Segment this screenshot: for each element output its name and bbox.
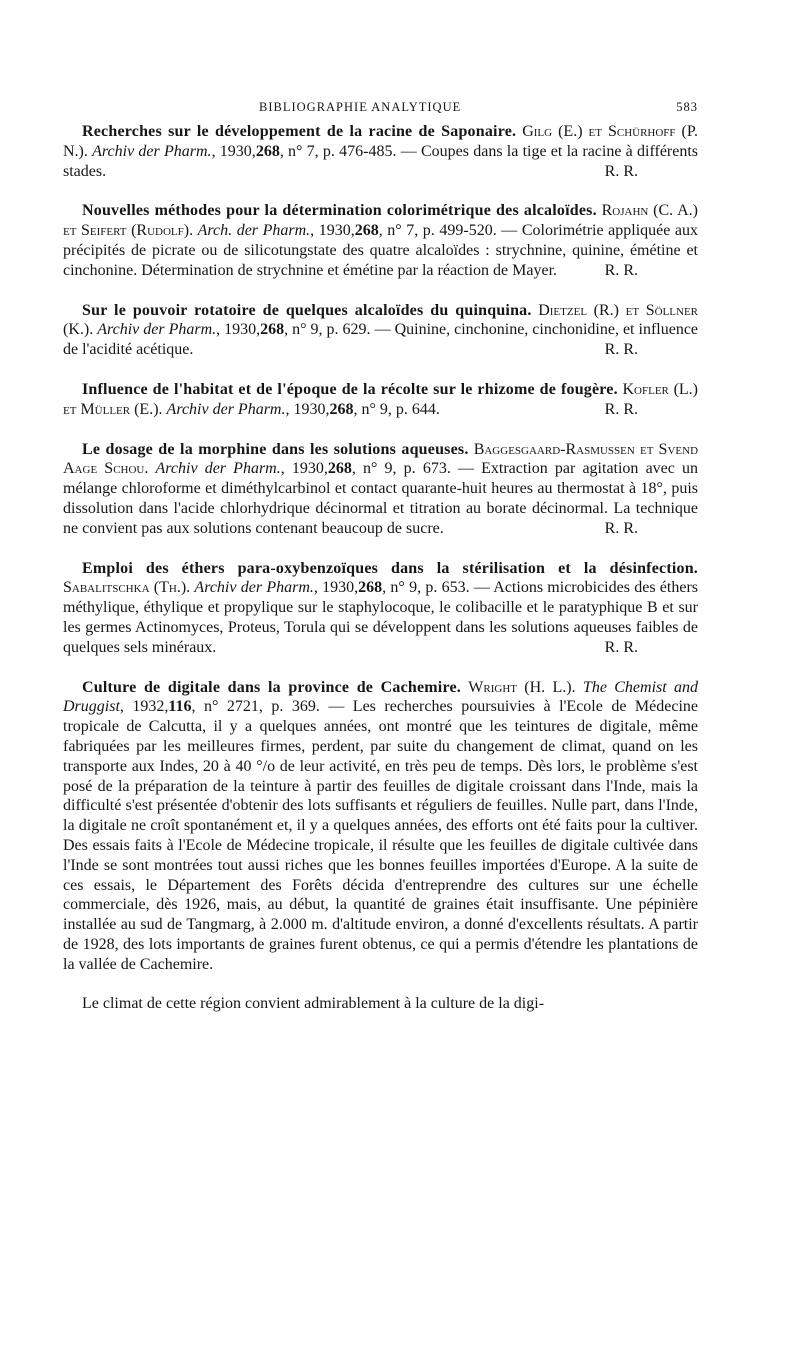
page [63,100,698,1014]
entry-ref-before-vol: , 1930, [211,142,256,160]
entry-ref-before-vol: , 1930, [310,222,355,240]
entry-body: — Quinine, cinchonine, cinchonidine, et influence de l'acidité acétique. [63,321,699,359]
entry-volume: 268 [358,579,383,597]
continuation-paragraph: Le climat de cette région convient admirablement à la culture de la digi- [82,995,545,1013]
bibliography-entry [63,122,698,181]
entry-volume: 268 [327,460,352,478]
entry-authors: Wright (H. L.). [468,678,576,696]
entry-authors: Gilg (E.) et Schürhoff (P. N.). [63,123,698,160]
entry-ref-before-vol: , 1932, [119,698,169,716]
entry-body: — Les recherches poursuivies à l'Ecole de Médecine tropicale de Calcutta, il y a quelques années, ont montré que les teintures de digitale, même fabriquées par les meilleures firmes, perdent, par suite du changement de climat, quand on les transporte aux Indes, 20 à 40 °/o de leur activité, en très peu de temps. Dès lors, le problème s'est posé de la préparation de la teinture à partir des feuilles de digitale croissant dans l'Inde, mais la difficulté s'est présentée d'obtenir des lots suffisants et réguliers de feuilles. Nulle part, dans l'Inde, la digitale ne croît spontanément et, il y a quelques années, des efforts ont été faits pour la cultiver. Des essais faits à l'Ecole de Médecine tropicale, il résulte que les feuilles de digitale cultivée dans l'Inde se sont montrées tout aussi riches que les bonnes feuilles importées d'Europe. A la suite de ces essais, le Département des Forêts décida d'entreprendre des cultures sur une échelle commerciale, dès 1926, mais, au début, la quantité de graines était insuffisante. Une pépinière installée au sud de Tangmarg, à 2.000 m. d'altitude environ, a donné d'excellents résultats. A partir de 1928, des lots importants de graines furent obtenus, ce qui a permis d'étendre les plantations de la vallée de Cachemire. [63,698,698,973]
bibliography-entry [63,301,698,360]
running-title: BIBLIOGRAPHIE ANALYTIQUE [259,100,462,114]
entry-ref-after-vol: , n° 7, p. 476-485. [279,142,397,160]
bibliography-entry [63,201,698,280]
entry-body: — Coupes dans la tige et la racine à différents stades. [63,142,699,180]
entry-ref-after-vol: , n° 9, p. 653. [382,579,470,597]
entry-title: Emploi des éthers para-oxybenzoïques dans la stérilisation et la désinfection. [82,559,698,577]
entry-title: Recherches sur le développement de la racine de Saponaire. [82,123,517,140]
entry-body: — Actions microbicides des éthers méthylique, éthylique et propylique sur le staphylocoque, le colibacille et le paratyphique B et sur les germes Actinomyces, Proteus, Torula qui se développent dans les solutions aqueuses faibles de quelques sels minéraux. [63,579,699,656]
entry-authors: Baggesgaard-Rasmussen et Svend Aage Schou. [63,440,699,478]
entry-ref-after-vol: , n° 9, p. 644. [353,400,440,418]
entry-title: Le dosage de la morphine dans les solutions aqueuses. [82,440,469,458]
entry-journal: Archiv der Pharm. [166,400,286,418]
entry-volume: 116 [168,698,192,716]
entry-signature: R. R. [604,341,638,359]
entry-signature: R. R. [604,162,638,180]
entry-signature: R. R. [604,400,638,418]
entry-ref-before-vol: , 1930, [216,321,261,339]
bibliography-entry [63,559,698,658]
entry-ref-before-vol: , 1930, [280,460,328,478]
running-header [63,100,698,122]
bibliography-entry [63,380,698,420]
entry-authors: Dietzel (R.) et Söllner (K.). [63,301,698,339]
entry-ref-after-vol: , n° 7, p. 499-520. [378,222,497,240]
entry-journal: Arch. der Pharm. [197,222,311,240]
bibliography-entry [63,440,698,539]
entry-title: Sur le pouvoir rotatoire de quelques alcaloïdes du quinquina. [82,301,532,319]
entry-title: Culture de digitale dans la province de Cachemire. [82,678,461,696]
entry-authors: Sabalitschka (Th.). [63,579,191,597]
entry-body: — Extraction par agitation avec un mélange chloroforme et diméthylcarbinol et contact quarante-huit heures au thermostat à 18°, puis dissolution dans l'acide chlorhydrique décinormal et titration au borate décinormal. La technique ne convient pas aux solutions contenant beaucoup de sucre. [63,460,699,537]
entry-title: Nouvelles méthodes pour la détermination colorimétrique des alcaloïdes. [82,202,597,220]
entry-journal: The Chemist and Druggist [63,678,698,716]
entry-ref-after-vol: , n° 9, p. 673. [351,460,451,478]
entry-volume: 268 [354,222,379,240]
entry-ref-before-vol: , 1930, [285,400,330,418]
entry-body: — Colorimétrie appliquée aux précipités de picrate ou de silicotungstate des quatre alcaloïdes : strychnine, quinine, émétine et cinchonine. Détermination de strychnine et émétine par la réaction de Mayer. [63,222,699,279]
bibliography-entry [63,678,698,975]
page-number: 583 [676,100,698,114]
entry-signature: R. R. [604,519,638,537]
entry-journal: Archiv der Pharm. [92,142,212,160]
entry-ref-before-vol: , 1930, [313,579,359,597]
entry-journal: Archiv der Pharm. [194,579,314,597]
entry-ref-after-vol: , n° 9, p. 629. [284,321,371,339]
entry-volume: 268 [329,400,354,418]
entry-signature: R. R. [604,261,638,279]
entry-journal: Archiv der Pharm. [155,460,281,478]
entry-signature: R. R. [604,638,638,656]
entry-volume: 268 [260,321,285,339]
entries-list [63,122,698,974]
entry-title: Influence de l'habitat et de l'époque de la récolte sur le rhizome de fougère. [82,380,618,398]
entry-volume: 268 [255,142,280,160]
entry-journal: Archiv der Pharm. [97,321,217,339]
entry-ref-after-vol: , n° 2721, p. 369. [191,698,320,716]
entry-authors: Kofler (L.) et Müller (E.). [63,380,699,418]
entry-authors: Rojahn (C. A.) et Seifert (Rudolf). [63,202,698,240]
